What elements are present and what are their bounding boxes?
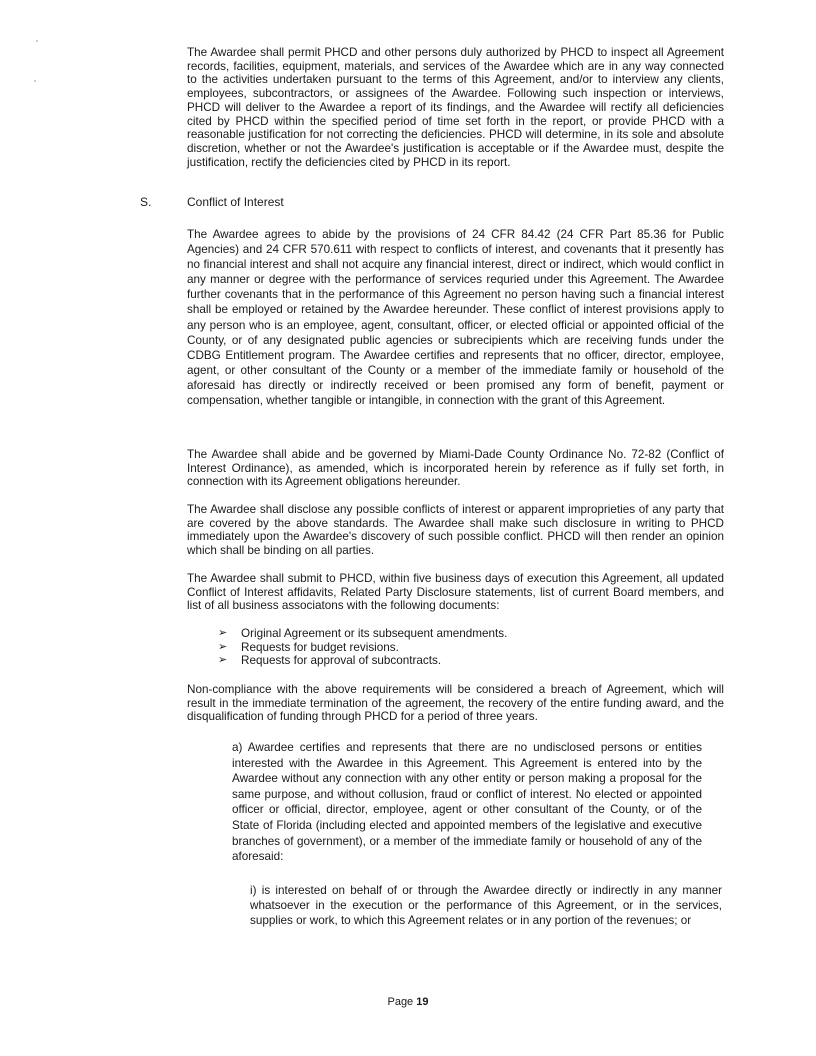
page-footer xyxy=(0,996,816,1008)
arrow-bullet-icon: ➢ xyxy=(218,640,228,653)
document-list xyxy=(218,627,507,668)
conflict-paragraph-2: The Awardee shall abide and be governed by Miami-Dade County Ordinance No. 72-82 (Conflict of Interest Ordinance), as amended, which is incorporated herein by reference as if fully set forth, in connection with its Agreement obligations hereunder. xyxy=(187,448,724,489)
list-item-text: Original Agreement or its subsequent amendments. xyxy=(241,627,508,640)
list-item-text: Requests for approval of subcontracts. xyxy=(241,654,442,668)
list-item-text: Requests for budget revisions. xyxy=(241,640,399,654)
conflict-paragraph-4: The Awardee shall submit to PHCD, within five business days of execution this Agreement, all updated Conflict of Interest affidavits, Related Party Disclosure statements, list of current Board members, and list of all business associatons with the following documents: xyxy=(187,572,724,613)
section-title: Conflict of Interest xyxy=(187,195,284,209)
conflict-paragraph-3: The Awardee shall disclose any possible conflicts of interest or apparent improprieties of any party that are covered by the above standards. The Awardee shall make such disclosure in writing to PHCD immediately upon the Awardee's discovery of such possible conflict. PHCD will then render an opinion which shall be binding on all parties. xyxy=(187,503,724,558)
list-item xyxy=(218,627,507,641)
page-label: Page xyxy=(387,996,414,1008)
noncompliance-paragraph: Non-compliance with the above requirements will be considered a breach of Agreement, which will result in the immediate termination of the agreement, the recovery of the entire funding award, and the disqualification of funding through PHCD for a period of three years. xyxy=(187,683,724,724)
scan-speck xyxy=(34,80,36,82)
arrow-bullet-icon: ➢ xyxy=(218,627,228,639)
scan-speck xyxy=(36,40,38,42)
intro-paragraph: The Awardee shall permit PHCD and other persons duly authorized by PHCD to inspect all Agreement records, facilities, equipment, materials, and services of the Awardee which are in any way connected to the activities undertaken pursuant to the terms of this Agreement, and/or to interview any clients, employees, subcontractors, or assignees of the Awardee. Following such inspection or interviews, PHCD will deliver to the Awardee a report of its findings, and the Awardee will rectify all deficiencies cited by PHCD within the specified period of time set forth in the report, or provide PHCD with a reasonable justification for not correcting the deficiencies. PHCD will determine, in its sole and absolute discretion, whether or not the Awardee's justification is acceptable or if the Awardee must, despite the justification, rectify the deficiencies cited by PHCD in its report. xyxy=(187,46,724,169)
clause-i: i) is interested on behalf of or through the Awardee directly or indirectly in any manner whatsoever in the execution or the performance of this Agreement, or in the services, supplies or work, to which this Agreement relates or in any portion of the revenues; or xyxy=(250,884,722,928)
arrow-bullet-icon: ➢ xyxy=(218,654,228,667)
clause-a: a) Awardee certifies and represents that there are no undisclosed persons or entities interested with the Awardee in this Agreement. This Agreement is entered into by the Awardee without any connection with any other entity or person making a proposal for the same purpose, and without collusion, fraud or conflict of interest. No elected or appointed officer or official, director, employee, agent or other consultant of the County, or of the State of Florida (including elected and appointed members of the legislative and executive branches of government), or a member of the immediate family or household of any of the aforesaid: xyxy=(232,741,702,864)
conflict-paragraph-1: The Awardee agrees to abide by the provisions of 24 CFR 84.42 (24 CFR Part 85.36 for Public Agencies) and 24 CFR 570.611 with respect to conflicts of interest, and covenants that it presently has no financial interest and shall not acquire any financial interest, direct or indirect, which would conflict in any manner or degree with the performance of services requried under this Agreement. The Awardee further covenants that in the performance of this Agreement no person having such a financial interest shall be employed or retained by the Awardee hereunder. These conflict of interest provisions apply to any person who is an employee, agent, consultant, officer, or elected official or appointed official of the County, or of any designated public agencies or subrecipients which are receiving funds under the CDBG Entitlement program. The Awardee certifies and represents that no officer, director, employee, agent, or other consultant of the County or a member of the immediate family or household of the aforesaid has directly or indirectly received or been promised any form of benefit, payment or compensation, whether tangible or intangible, in connection with the grant of this Agreement. xyxy=(187,228,724,408)
list-item xyxy=(218,654,507,668)
section-letter: S. xyxy=(140,195,152,209)
list-item xyxy=(218,641,507,655)
page-number: 19 xyxy=(416,996,429,1008)
